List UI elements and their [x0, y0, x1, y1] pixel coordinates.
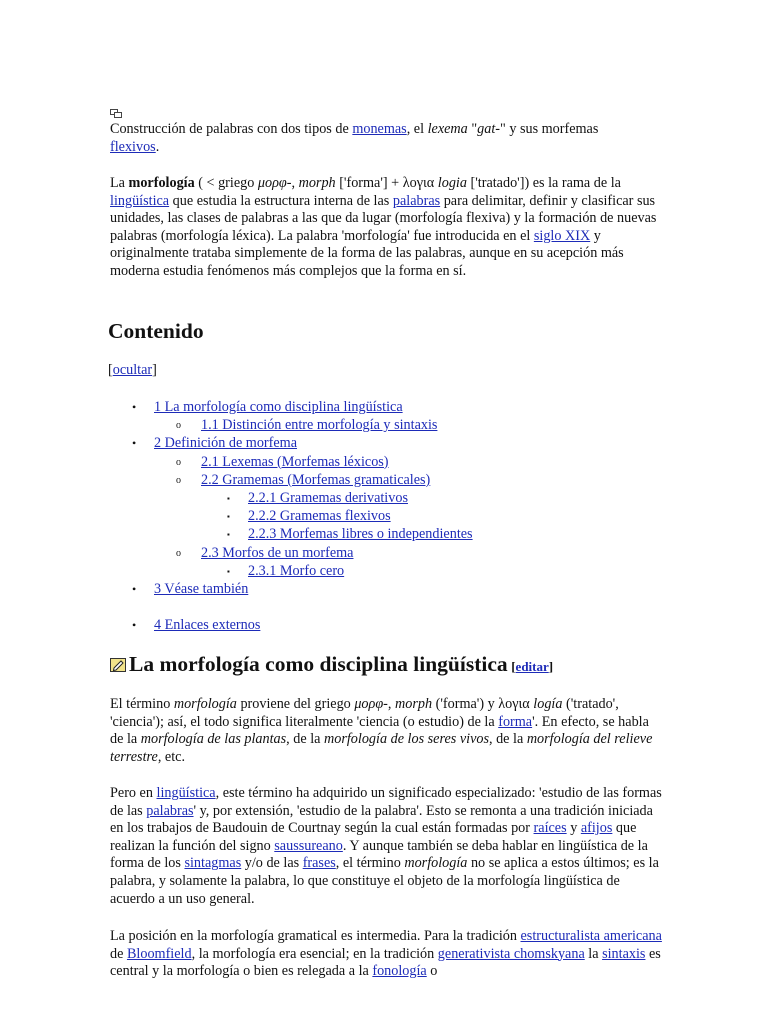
link-monemas[interactable]: monemas — [352, 121, 407, 137]
toc-link-2[interactable]: 2 Definición de morfema — [154, 435, 298, 452]
toc-item — [110, 417, 670, 435]
toc-link-2-3[interactable]: 2.3 Morfos de un morfema — [201, 544, 354, 561]
link-raices[interactable]: raíces — [533, 820, 567, 837]
link-afijos[interactable]: afijos — [580, 820, 613, 837]
toc-link-2-1[interactable]: 2.1 Lexemas (Morfemas léxicos) — [201, 453, 389, 470]
pencil-edit-icon[interactable] — [110, 658, 126, 672]
image-caption: Construcción de palabras con dos tipos de monemas, el lexema "gat-" y sus morfemas flexivos. — [110, 121, 599, 155]
edit-link[interactable]: editar — [515, 659, 549, 674]
intro-paragraph: La morfología ( < griego μορφ-, morph ['forma'] + λογια logia ['tratado']) es la rama de la lingüística que estudia la estructura interna de las palabras para delimitar, definir y clasificar sus unidades, las clases de palabras a las que da lugar (morfología flexiva) y la formación de nuevas palabras (morfología léxica). La palabra 'morfología' fue introducida en el siglo XIX y originalmente trataba simplemente de la forma de las palabras, aunque en su acepción más moderna estudia fenómenos más complejos que la forma en sí. — [110, 175, 657, 279]
bullet-icon: o — [176, 474, 181, 486]
link-siglo-xix[interactable]: siglo XIX — [533, 227, 591, 244]
toc-item — [110, 472, 670, 490]
toc-item — [110, 508, 670, 526]
section-heading — [110, 651, 670, 677]
toc-item — [110, 545, 670, 563]
link-generativista[interactable]: generativista chomskyana — [437, 945, 585, 962]
link-palabras-2[interactable]: palabras — [146, 802, 194, 819]
bullet-icon: ▪ — [227, 566, 230, 576]
toc-link-2-3-1[interactable]: 2.3.1 Morfo cero — [248, 562, 345, 579]
toc-link-4[interactable]: 4 Enlaces externos — [154, 617, 261, 634]
body-paragraph-2: Pero en lingüística, este término ha adquirido un significado especializado: 'estudio de las formas de las palabras' y, por extensión, 'estudio de la palabra'. Esto se remonta a una tradición iniciada en los trabajos de Baudouin de Courtnay según la cual están formadas por raíces y afijos que realizan la función del signo saussureano. Y aunque también se deba hablar en lingüística de la forma de los sintagmas y/o de las frases, el término morfología no se aplica a estos últimos; es la palabra, y solamente la palabra, lo que constituye el objeto de la morfología lingüística de acuerdo a un uso general. — [110, 785, 662, 907]
toc-toggle: [ocultar] — [108, 362, 157, 378]
toc-item — [110, 454, 670, 472]
bullet-icon: • — [132, 436, 137, 451]
bullet-icon: • — [132, 618, 137, 633]
section-edit: [editar] — [511, 659, 554, 674]
toc-hide-link[interactable]: ocultar — [112, 362, 153, 378]
toc-item — [110, 563, 670, 581]
bullet-icon: • — [132, 581, 137, 596]
section-title: La morfología como disciplina lingüística — [129, 652, 508, 676]
toc-link-1-1[interactable]: 1.1 Distinción entre morfología y sintaxis — [201, 417, 438, 434]
bullet-icon: ▪ — [227, 493, 230, 503]
toc-link-2-2[interactable]: 2.2 Gramemas (Morfemas gramaticales) — [201, 471, 431, 488]
link-fonologia[interactable]: fonología — [372, 963, 427, 980]
link-forma[interactable]: forma — [498, 713, 533, 730]
link-flexivos[interactable]: flexivos — [110, 138, 156, 155]
toc-link-3[interactable]: 3 Véase también — [154, 580, 249, 597]
bullet-icon: o — [176, 547, 181, 559]
table-of-contents — [110, 399, 670, 635]
toc-item — [110, 490, 670, 508]
bullet-icon: o — [176, 420, 181, 432]
link-estructuralista[interactable]: estructuralista americana — [520, 928, 662, 944]
toc-item — [110, 581, 670, 599]
toc-item — [110, 526, 670, 544]
toc-link-1[interactable]: 1 La morfología como disciplina lingüística — [154, 399, 403, 415]
body-paragraph-1: El término morfología proviene del griego μορφ-, morph ('forma') y λογια logía ('tratado', 'ciencia'); así, el todo significa literalmente 'ciencia (o estudio) de la forma'. En efecto, se habla de la morfología de las plantas, de la morfología de los seres vivos, de la morfología del relieve terrestre, etc. — [110, 696, 653, 765]
bullet-icon: ▪ — [227, 530, 230, 540]
bullet-icon: o — [176, 456, 181, 468]
toc-link-2-2-3[interactable]: 2.2.3 Morfemas libres o independientes — [248, 526, 473, 543]
toc-item — [110, 399, 670, 417]
link-frases[interactable]: frases — [302, 855, 336, 872]
link-sintagmas[interactable]: sintagmas — [184, 855, 242, 872]
link-saussureano[interactable]: saussureano — [274, 837, 343, 854]
link-linguistica[interactable]: lingüística — [110, 192, 170, 209]
link-linguistica-2[interactable]: lingüística — [156, 785, 216, 801]
toc-link-2-2-2[interactable]: 2.2.2 Gramemas flexivos — [248, 508, 391, 525]
bullet-icon: • — [132, 400, 137, 414]
enlarge-image-icon[interactable] — [110, 109, 122, 118]
toc-item — [110, 435, 670, 453]
body-paragraph-3: La posición en la morfología gramatical es intermedia. Para la tradición estructuralista americana de Bloomfield, la morfología era esencial; en la tradición generativista chomskyana la sintaxis es central y la morfología o bien es relegada a la fonología o — [110, 928, 662, 980]
toc-title: Contenido — [108, 319, 204, 343]
toc-link-2-2-1[interactable]: 2.2.1 Gramemas derivativos — [248, 489, 408, 506]
bullet-icon: ▪ — [227, 512, 230, 522]
link-bloomfield[interactable]: Bloomfield — [126, 945, 192, 962]
toc-item — [110, 617, 670, 635]
link-palabras[interactable]: palabras — [392, 192, 441, 209]
link-sintaxis[interactable]: sintaxis — [602, 945, 646, 962]
